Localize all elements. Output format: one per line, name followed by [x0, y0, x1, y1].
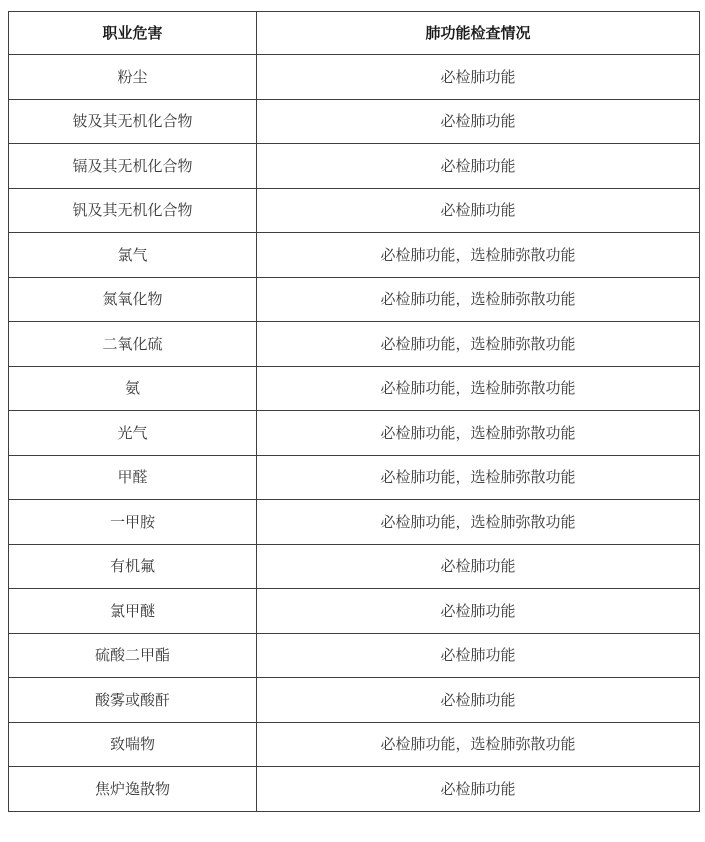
hazard-cell: 甲醛	[9, 455, 257, 500]
table-row	[9, 722, 700, 767]
exam-cell: 必检肺功能	[257, 678, 700, 723]
hazard-cell: 焦炉逸散物	[9, 767, 257, 812]
hazard-cell: 酸雾或酸酐	[9, 678, 257, 723]
table-row	[9, 767, 700, 812]
exam-cell: 必检肺功能，选检肺弥散功能	[257, 322, 700, 367]
exam-cell: 必检肺功能，选检肺弥散功能	[257, 500, 700, 545]
exam-cell: 必检肺功能	[257, 767, 700, 812]
table-row	[9, 12, 700, 55]
hazard-cell: 光气	[9, 411, 257, 456]
hazard-cell: 氯甲醚	[9, 589, 257, 634]
hazard-cell: 一甲胺	[9, 500, 257, 545]
exam-cell: 必检肺功能，选检肺弥散功能	[257, 455, 700, 500]
hazard-cell: 氮氧化物	[9, 277, 257, 322]
hazard-cell: 铍及其无机化合物	[9, 99, 257, 144]
exam-cell: 必检肺功能	[257, 188, 700, 233]
exam-cell: 必检肺功能	[257, 589, 700, 634]
hazard-cell: 致喘物	[9, 722, 257, 767]
table-header-row	[9, 12, 700, 55]
exam-cell: 必检肺功能，选检肺弥散功能	[257, 277, 700, 322]
column-header-hazard: 职业危害	[9, 12, 257, 55]
exam-cell: 必检肺功能	[257, 144, 700, 189]
table-body	[9, 55, 700, 812]
hazard-cell: 氯气	[9, 233, 257, 278]
table-row	[9, 233, 700, 278]
hazard-cell: 镉及其无机化合物	[9, 144, 257, 189]
hazard-cell: 有机氟	[9, 544, 257, 589]
table-row	[9, 411, 700, 456]
exam-cell: 必检肺功能	[257, 633, 700, 678]
table-row	[9, 589, 700, 634]
table-row	[9, 633, 700, 678]
table-row	[9, 678, 700, 723]
column-header-exam: 肺功能检查情况	[257, 12, 700, 55]
hazard-cell: 钒及其无机化合物	[9, 188, 257, 233]
exam-cell: 必检肺功能，选检肺弥散功能	[257, 366, 700, 411]
hazard-cell: 硫酸二甲酯	[9, 633, 257, 678]
table-row	[9, 455, 700, 500]
hazard-cell: 二氧化硫	[9, 322, 257, 367]
exam-cell: 必检肺功能，选检肺弥散功能	[257, 411, 700, 456]
exam-cell: 必检肺功能	[257, 55, 700, 100]
hazard-cell: 氨	[9, 366, 257, 411]
exam-cell: 必检肺功能	[257, 544, 700, 589]
table-row	[9, 188, 700, 233]
table-row	[9, 277, 700, 322]
table-row	[9, 322, 700, 367]
table-row	[9, 544, 700, 589]
table-row	[9, 144, 700, 189]
table-row	[9, 500, 700, 545]
exam-cell: 必检肺功能，选检肺弥散功能	[257, 722, 700, 767]
table-row	[9, 55, 700, 100]
exam-cell: 必检肺功能，选检肺弥散功能	[257, 233, 700, 278]
table-row	[9, 99, 700, 144]
lung-function-exam-table	[8, 11, 700, 812]
exam-cell: 必检肺功能	[257, 99, 700, 144]
table-row	[9, 366, 700, 411]
hazard-cell: 粉尘	[9, 55, 257, 100]
